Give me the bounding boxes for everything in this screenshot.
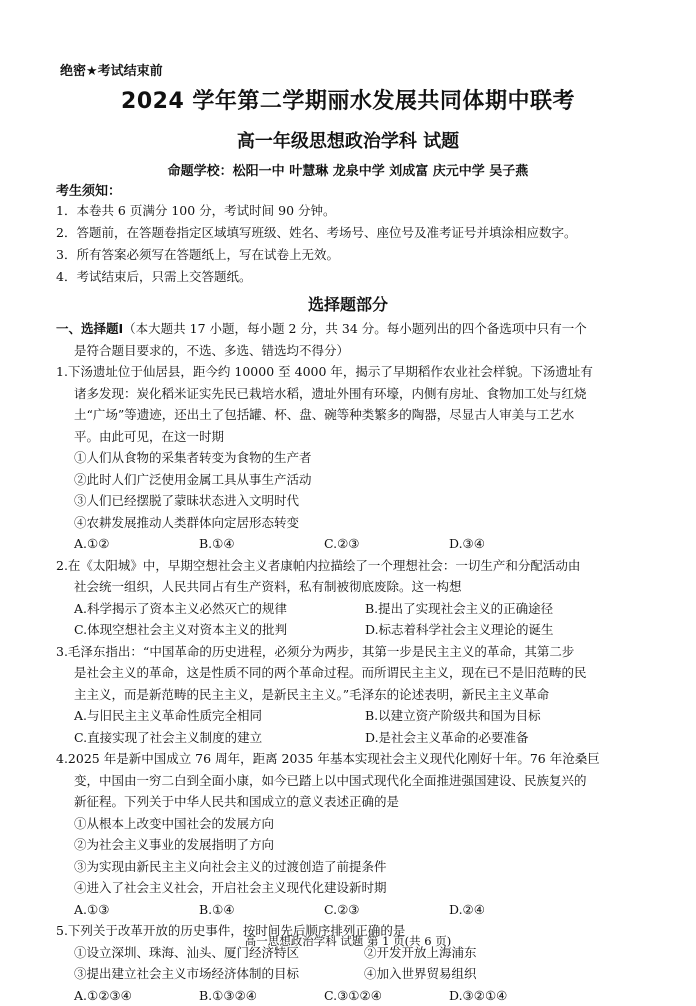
question-2-text: 社会统一组织，人民共同占有生产资料，私有制被彻底废除。这一构想 [56,576,656,598]
question-2-text: 2.在《太阳城》中，早期空想社会主义者康帕内拉描绘了一个理想社会：一切生产和分配活动由 [56,555,656,577]
exam-title: 2024 学年第二学期丽水发展共同体期中联考 [0,84,696,115]
notice-item: 3．所有答案必须写在答题纸上，写在试卷上无效。 [56,244,656,266]
question-4-item: ④进入了社会主义社会，开启社会主义现代化建设新时期 [56,877,656,899]
option-c: C.体现空想社会主义对资本主义的批判 [74,619,365,641]
option-a: A.①②③④ [74,985,199,1006]
question-4-item: ①从根本上改变中国社会的发展方向 [56,813,656,835]
question-2-options [56,619,656,641]
part-desc-cont: 是符合题目要求的，不选、多选、错选均不得分） [56,340,656,362]
question-5-items [56,963,656,985]
page-footer: 高一思想政治学科 试题 第 1 页(共 6 页) [0,933,696,949]
notice-item: 4．考试结束后，只需上交答题纸。 [56,266,656,288]
question-1-text: 诸多发现：炭化稻米证实先民已栽培水稻，遗址外围有环壕，内侧有房址、食物加工处与红烧 [56,383,656,405]
option-a: A.科学揭示了资本主义必然灭亡的规律 [74,598,365,620]
notice-item: 1．本卷共 6 页满分 100 分，考试时间 90 分钟。 [56,200,656,222]
part-instructions [56,318,656,340]
option-c: C.②③ [324,533,449,555]
question-3-options [56,727,656,749]
question-5-item: ④加入世界贸易组织 [364,963,477,985]
part-label: 一、选择题Ⅰ [56,321,123,336]
question-block [56,318,656,1006]
question-5-item: ①设立深圳、珠海、汕头、厦门经济特区 [74,942,364,964]
option-a: A.①② [74,533,199,555]
question-4-item: ③为实现由新民主主义向社会主义的过渡创造了前提条件 [56,856,656,878]
question-5-options [56,985,656,1006]
question-1-text: 平。由此可见，在这一时期 [56,426,656,448]
section-title: 选择题部分 [0,292,696,315]
question-4-text: 变，中国由一穷二白到全面小康，如今已踏上以中国式现代化全面推进强国建设、民族复兴的 [56,770,656,792]
question-1-options [56,533,656,555]
confidential-label: 绝密★考试结束前 [60,60,163,79]
question-3-text: 是社会主义的革命，这是性质不同的两个革命过程。而所谓民主主义，现在已不是旧范畴的民 [56,662,656,684]
question-3-text: 主主义，而是新范畴的民主主义，是新民主主义。”毛泽东的论述表明，新民主主义革命 [56,684,656,706]
question-1-text: 土“广场”等遗迹，还出土了包括罐、杯、盘、碗等种类繁多的陶器，尽显古人审美与工艺水 [56,404,656,426]
exam-subtitle: 高一年级思想政治学科 试题 [0,127,696,153]
question-4-options [56,899,656,921]
question-2-options [56,598,656,620]
option-d: D.③④ [449,533,574,555]
option-a: A.与旧民主主义革命性质完全相同 [74,705,365,727]
notice-list [56,200,656,288]
option-d: D.是社会主义革命的必要准备 [365,727,656,749]
question-5-item: ③提出建立社会主义市场经济体制的目标 [74,963,364,985]
question-4-item: ②为社会主义事业的发展指明了方向 [56,834,656,856]
option-d: D.标志着科学社会主义理论的诞生 [365,619,656,641]
part-desc: （本大题共 17 小题，每小题 2 分，共 34 分。每小题列出的四个备选项中只有一个 [123,321,587,336]
question-5-item: ②开发开放上海浦东 [364,942,477,964]
option-b: B.①④ [199,899,324,921]
question-4-text: 4.2025 年是新中国成立 76 周年，距离 2035 年基本实现社会主义现代化刚好十年。76 年沧桑巨 [56,748,656,770]
question-1-text: 1.下汤遗址位于仙居县，距今约 10000 至 4000 年，揭示了早期稻作农业社会样貌。下汤遗址有 [56,361,656,383]
question-4-text: 新征程。下列关于中华人民共和国成立的意义表述正确的是 [56,791,656,813]
option-b: B.以建立资产阶级共和国为目标 [365,705,656,727]
option-c: C.③①②④ [324,985,449,1006]
question-1-item: ①人们从食物的采集者转变为食物的生产者 [56,447,656,469]
question-1-item: ②此时人们广泛使用金属工具从事生产活动 [56,469,656,491]
option-a: A.①③ [74,899,199,921]
option-c: C.直接实现了社会主义制度的建立 [74,727,365,749]
notice-item: 2．答题前，在答题卷指定区域填写班级、姓名、考场号、座位号及准考证号并填涂相应数字。 [56,222,656,244]
question-1-item: ③人们已经摆脱了蒙昧状态进入文明时代 [56,490,656,512]
option-d: D.③②①④ [449,985,574,1006]
question-3-text: 3.毛泽东指出：“中国革命的历史进程，必须分为两步，其第一步是民主主义的革命，其第二步 [56,641,656,663]
option-b: B.①③②④ [199,985,324,1006]
authors-line: 命题学校：松阳一中 叶慧琳 龙泉中学 刘成富 庆元中学 吴子燕 [0,160,696,179]
question-1-item: ④农耕发展推动人类群体向定居形态转变 [56,512,656,534]
option-d: D.②④ [449,899,574,921]
question-3-options [56,705,656,727]
option-b: B.①④ [199,533,324,555]
question-5-text: 5.下列关于改革开放的历史事件，按时间先后顺序排列正确的是 [56,920,656,942]
option-c: C.②③ [324,899,449,921]
option-b: B.提出了实现社会主义的正确途径 [365,598,656,620]
notice-heading: 考生须知： [56,180,121,199]
